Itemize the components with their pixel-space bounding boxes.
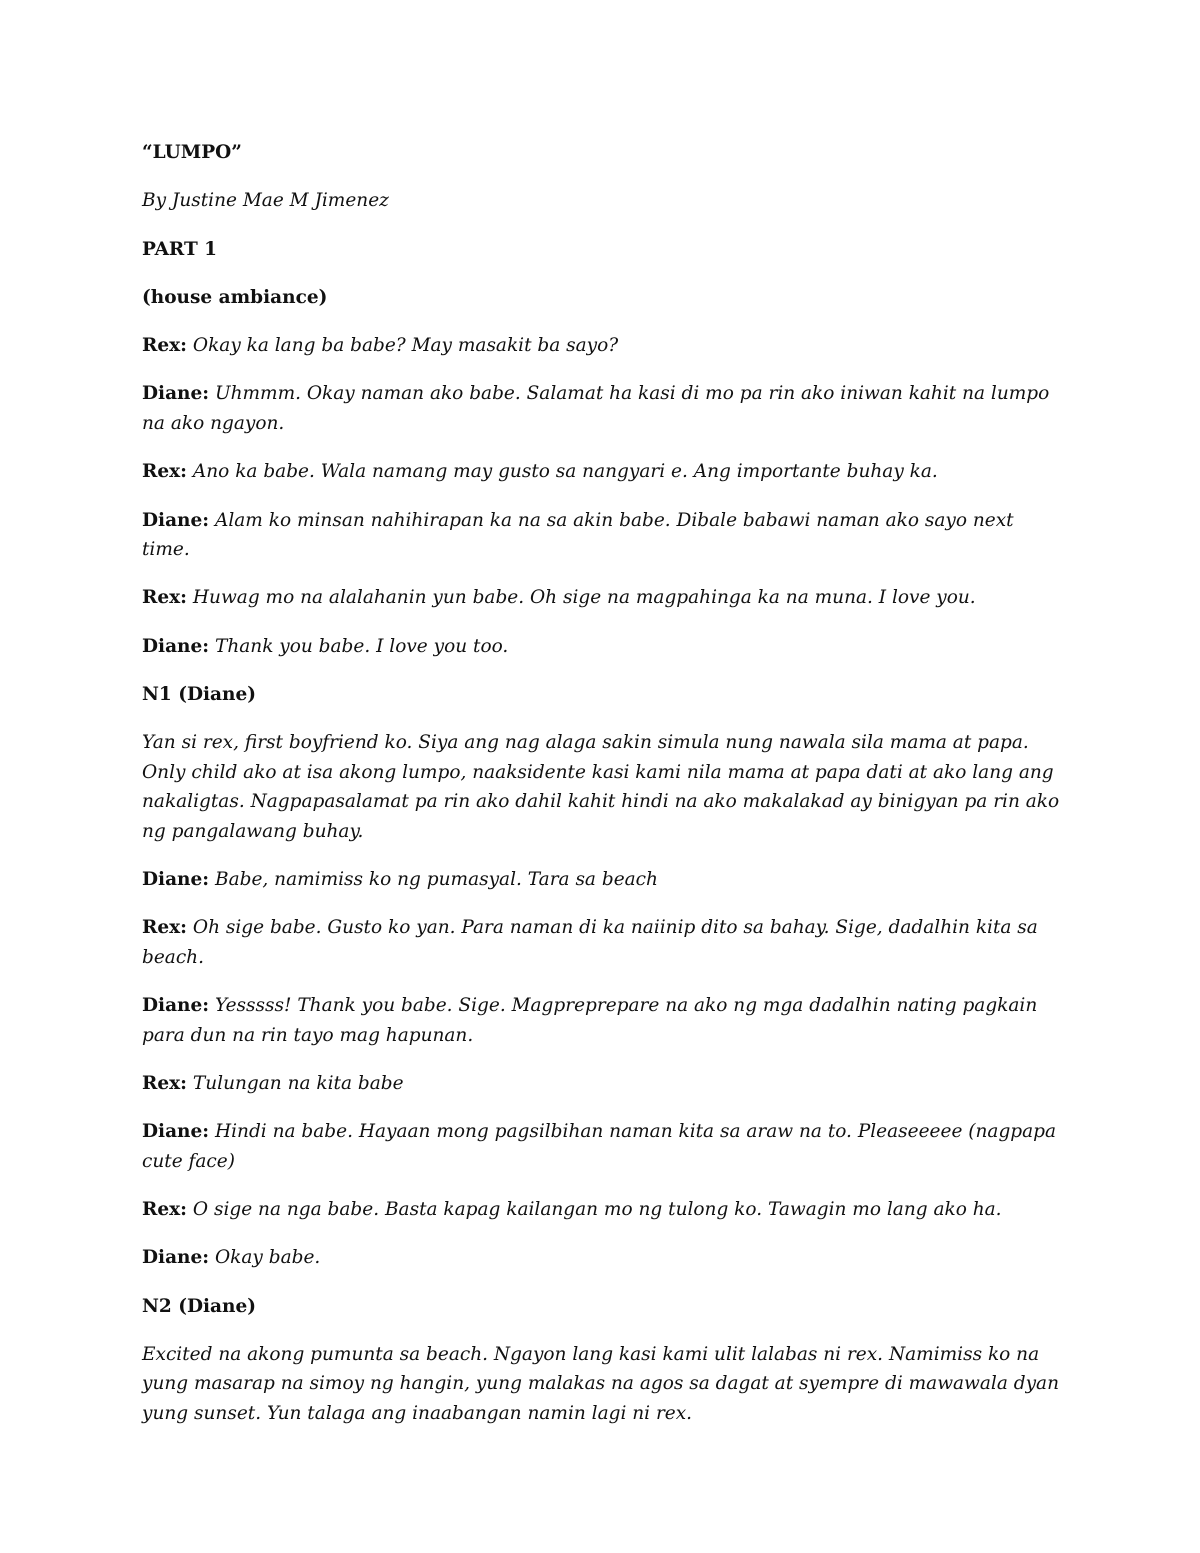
- speaker-name: Rex:: [142, 1072, 188, 1094]
- dialogue-text: Babe, namimiss ko ng pumasyal. Tara sa beach: [215, 869, 658, 891]
- dialogue-line: [142, 1069, 1062, 1099]
- narration-paragraph: Yan si rex, first boyfriend ko. Siya ang nag alaga sakin simula nung nawala sila mama at papa. Only child ako at isa akong lumpo, naaksidente kasi kami nila mama at papa dati at ako lang ang nakaligtas. Nagpapasalamat pa rin ako dahil kahit hindi na ako makalakad ay binigyan pa rin ako ng pangalawang buhay.: [142, 732, 1060, 842]
- speaker-name: Diane:: [142, 995, 210, 1017]
- dialogue-line: [142, 1195, 1062, 1225]
- dialogue-text: Hindi na babe. Hayaan mong pagsilbihan naman kita sa araw na to. Pleaseeeee (nagpapa cute face): [142, 1121, 1057, 1172]
- speaker-name: Diane:: [142, 1247, 210, 1269]
- dialogue-text: Okay babe.: [215, 1247, 321, 1269]
- dialogue-text: Okay ka lang ba babe? May masakit ba sayo?: [192, 335, 619, 357]
- speaker-name: Rex:: [142, 461, 188, 483]
- speaker-name: Rex:: [142, 335, 188, 357]
- dialogue-line: [142, 331, 1062, 361]
- dialogue-text: O sige na nga babe. Basta kapag kailangan mo ng tulong ko. Tawagin mo lang ako ha.: [192, 1199, 1002, 1221]
- speaker-name: Diane:: [142, 869, 210, 891]
- dialogue-text: Uhmmm. Okay naman ako babe. Salamat ha kasi di mo pa rin ako iniwan kahit na lumpo na ako ngayon.: [142, 383, 1050, 434]
- part-heading: PART 1: [142, 238, 218, 260]
- dialogue-line: [142, 865, 1062, 895]
- dialogue-line: [142, 457, 1062, 487]
- dialogue-line: [142, 913, 1062, 972]
- speaker-name: Diane:: [142, 1121, 210, 1143]
- speaker-name: Rex:: [142, 587, 188, 609]
- dialogue-line: [142, 1243, 1062, 1273]
- narration-heading: N2 (Diane): [142, 1295, 257, 1317]
- speaker-name: Diane:: [142, 635, 210, 657]
- speaker-name: Diane:: [142, 383, 210, 405]
- dialogue-text: Tulungan na kita babe: [192, 1072, 404, 1094]
- dialogue-line: [142, 379, 1062, 438]
- narration-heading: N1 (Diane): [142, 683, 257, 705]
- dialogue-line: [142, 632, 1062, 662]
- dialogue-line: [142, 991, 1062, 1050]
- dialogue-text: Thank you babe. I love you too.: [215, 635, 509, 657]
- speaker-name: Diane:: [142, 509, 210, 531]
- dialogue-text: Alam ko minsan nahihirapan ka na sa akin babe. Dibale babawi naman ako sayo next time.: [142, 509, 1014, 561]
- dialogue-line: [142, 583, 1062, 613]
- narration-paragraph: Excited na akong pumunta sa beach. Ngayon lang kasi kami ulit lalabas ni rex. Namimiss ko na yung masarap na simoy ng hangin, yung malakas na agos sa dagat at syempre di mawawala dyan yung sunset. Yun talaga ang inaabangan namin lagi ni rex.: [142, 1343, 1059, 1424]
- scene-direction: (house ambiance): [142, 286, 328, 308]
- dialogue-line: [142, 1117, 1062, 1176]
- document-page: [142, 138, 1062, 1447]
- dialogue-text: Ano ka babe. Wala namang may gusto sa nangyari e. Ang importante buhay ka.: [192, 461, 938, 483]
- author-byline: By Justine Mae M Jimenez: [142, 190, 389, 212]
- document-title: “LUMPO”: [142, 142, 242, 163]
- speaker-name: Rex:: [142, 1199, 188, 1221]
- dialogue-text: Huwag mo na alalahanin yun babe. Oh sige na magpahinga ka na muna. I love you.: [192, 587, 976, 609]
- dialogue-text: Yesssss! Thank you babe. Sige. Magpreprepare na ako ng mga dadalhin nating pagkain para dun na rin tayo mag hapunan.: [142, 995, 1038, 1046]
- dialogue-line: [142, 506, 1062, 565]
- speaker-name: Rex:: [142, 917, 188, 939]
- dialogue-text: Oh sige babe. Gusto ko yan. Para naman di ka naiinip dito sa bahay. Sige, dadalhin kita sa beach.: [142, 917, 1038, 968]
